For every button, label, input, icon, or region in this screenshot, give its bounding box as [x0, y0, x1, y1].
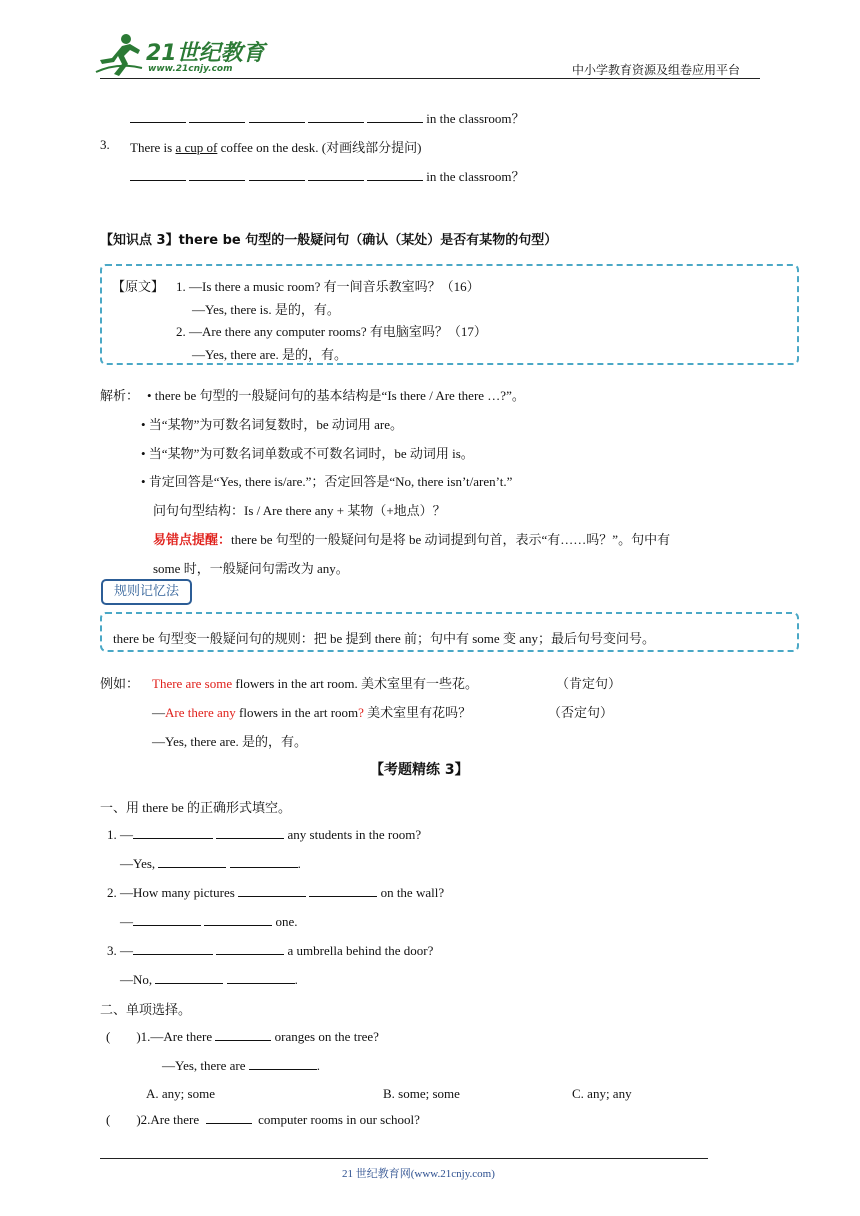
- original-line-2: —Yes, there is. 是的，有。: [192, 302, 340, 317]
- analysis-bullet-2: • 当“某物”为可数名词复数时，be 动词用 are。: [141, 417, 403, 432]
- analysis-label: 解析：: [100, 388, 140, 403]
- original-line-3: 2. —Are there any computer rooms? 有电脑室吗？（17）: [176, 324, 487, 339]
- mc-answer-1: —Yes, there are .: [162, 1058, 321, 1073]
- mc1-option-a: A. any; some: [146, 1086, 215, 1101]
- original-line-1: 1. —Is there a music room? 有一间音乐教室吗？（16）: [176, 279, 480, 294]
- example-tag-2: （否定句）: [548, 705, 614, 720]
- fill-question-2: 2. —How many pictures on the wall?: [107, 885, 445, 900]
- header-logo: [92, 30, 265, 80]
- prev-answer-line-2: in the classroom？: [130, 166, 524, 185]
- example-line-1: There are some flowers in the art room. 美术室里有一些花。: [152, 676, 479, 691]
- fill-answer-2: — one.: [120, 914, 298, 929]
- footer-text: 21 世纪教育网(www.21cnjy.com): [342, 1168, 495, 1180]
- exam-title: 【考题精练 3】: [370, 762, 469, 778]
- header-rule: [100, 78, 760, 79]
- analysis-bullet-1: • there be 句型的一般疑问句的基本结构是“Is there / Are there …?”。: [147, 388, 525, 403]
- example-tag-1: （肯定句）: [556, 676, 622, 691]
- error-tip-text: there be 句型的一般疑问句是将 be 动词提到句首，表示“有……吗？”。句中有: [231, 532, 671, 547]
- runner-logo-icon: [92, 32, 144, 78]
- mc1-option-b: B. some; some: [383, 1086, 460, 1101]
- fill-answer-1: —Yes, .: [120, 856, 301, 871]
- error-tip-text-2: some 时，一般疑问句需改为 any。: [153, 561, 349, 576]
- error-tip: [153, 529, 670, 548]
- example-label: 例如：: [100, 676, 140, 691]
- prev-answer-line-1: in the classroom？: [130, 108, 524, 127]
- underlined-phrase: a cup of: [175, 140, 218, 155]
- prev-q3-text: There is a cup of coffee on the desk. (对画线部分提问): [130, 140, 422, 155]
- mc-question-1: ( )1.—Are there oranges on the tree?: [106, 1029, 379, 1044]
- original-line-4: —Yes, there are. 是的，有。: [192, 347, 348, 362]
- fill-answer-3: —No, .: [120, 972, 298, 987]
- memory-tag: 规则记忆法: [101, 579, 192, 605]
- prev-q3-number: 3.: [100, 137, 110, 152]
- header-right-text: 中小学教育资源及组卷应用平台: [572, 63, 741, 77]
- part1-title: 一、用 there be 的正确形式填空。: [100, 800, 292, 815]
- logo-main-text: 21世纪教育: [146, 41, 265, 66]
- analysis-bullet-3: • 当“某物”为可数名词单数或不可数名词时，be 动词用 is。: [141, 446, 474, 461]
- fill-question-3: 3. — a umbrella behind the door?: [107, 943, 434, 958]
- original-label: 【原文】: [112, 279, 165, 294]
- example-line-2: —Are there any flowers in the art room? 美术室里有花吗？: [152, 705, 472, 720]
- logo-sub-text: www.21cnjy.com: [148, 64, 233, 74]
- error-tip-label: 易错点提醒：: [153, 532, 232, 547]
- mc1-option-c: C. any; any: [572, 1086, 632, 1101]
- example-line-3: —Yes, there are. 是的，有。: [152, 734, 308, 749]
- question-structure: 问句句型结构：Is / Are there any + 某物（+地点）？: [153, 503, 446, 518]
- fill-question-1: 1. — any students in the room?: [107, 827, 422, 842]
- section-heading: 【知识点 3】there be 句型的一般疑问句（确认（某处）是否有某物的句型）: [100, 233, 558, 248]
- part2-title: 二、单项选择。: [100, 1002, 192, 1017]
- memory-rule-text: there be 句型变一般疑问句的规则：把 be 提到 there 前；句中有 some 变 any；最后句号变问号。: [113, 631, 655, 646]
- analysis-bullet-4: • 肯定回答是“Yes, there is/are.”；否定回答是“No, there isn’t/aren’t.”: [141, 474, 513, 489]
- mc-question-2: ( )2.Are there computer rooms in our school?: [106, 1112, 420, 1127]
- footer-rule: [100, 1158, 708, 1159]
